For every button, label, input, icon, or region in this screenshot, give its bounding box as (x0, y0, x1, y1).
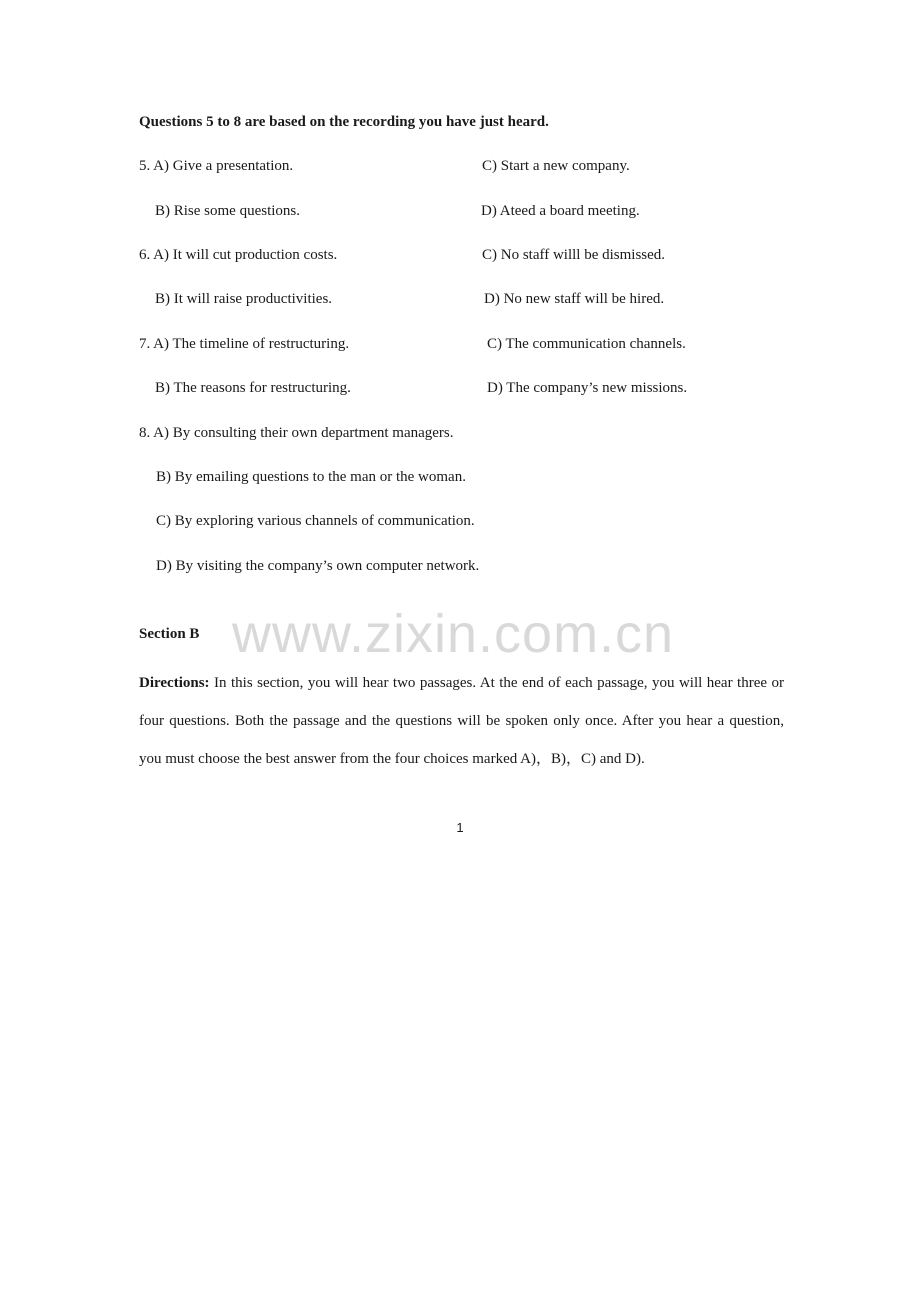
q6-option-b: B) It will raise productivities. (155, 291, 333, 307)
q7-option-c: C) The communication channels. (487, 336, 686, 352)
q8-option-b: B) By emailing questions to the man or the woman. (156, 469, 466, 485)
q6-option-c: C) No staff willl be dismissed. (482, 247, 666, 263)
section-title: Section B (139, 626, 200, 642)
directions-text: In this section, you will hear two passages. At the end of each passage, you will hear three or four questions. Both the passage and the questions will be spoken only once. After you hear a question, you must choose the best answer from the four choices marked A)，B)，C) and D). (139, 675, 784, 767)
q5-option-c: C) Start a new company. (482, 158, 630, 174)
q8-option-d: D) By visiting the company’s own computer network. (156, 558, 480, 574)
q8-option-c: C) By exploring various channels of communication. (156, 513, 475, 529)
q7-option-d: D) The company’s new missions. (487, 380, 688, 396)
directions-label: Directions: (139, 675, 210, 691)
questions-heading: Questions 5 to 8 are based on the recording you have just heard. (139, 114, 549, 130)
directions-paragraph (139, 664, 784, 778)
q5-option-a: 5. A) Give a presentation. (139, 158, 294, 174)
q6-option-d: D) No new staff will be hired. (484, 291, 665, 307)
q8-option-a: 8. A) By consulting their own department managers. (139, 425, 454, 441)
q6-option-a: 6. A) It will cut production costs. (139, 247, 338, 263)
q7-option-a: 7. A) The timeline of restructuring. (139, 336, 350, 352)
page-number: 1 (456, 820, 464, 835)
q5-option-d: D) Ateed a board meeting. (481, 203, 640, 219)
q7-option-b: B) The reasons for restructuring. (155, 380, 351, 396)
q5-option-b: B) Rise some questions. (155, 203, 300, 219)
watermark: www.zixin.com.cn (232, 604, 675, 664)
